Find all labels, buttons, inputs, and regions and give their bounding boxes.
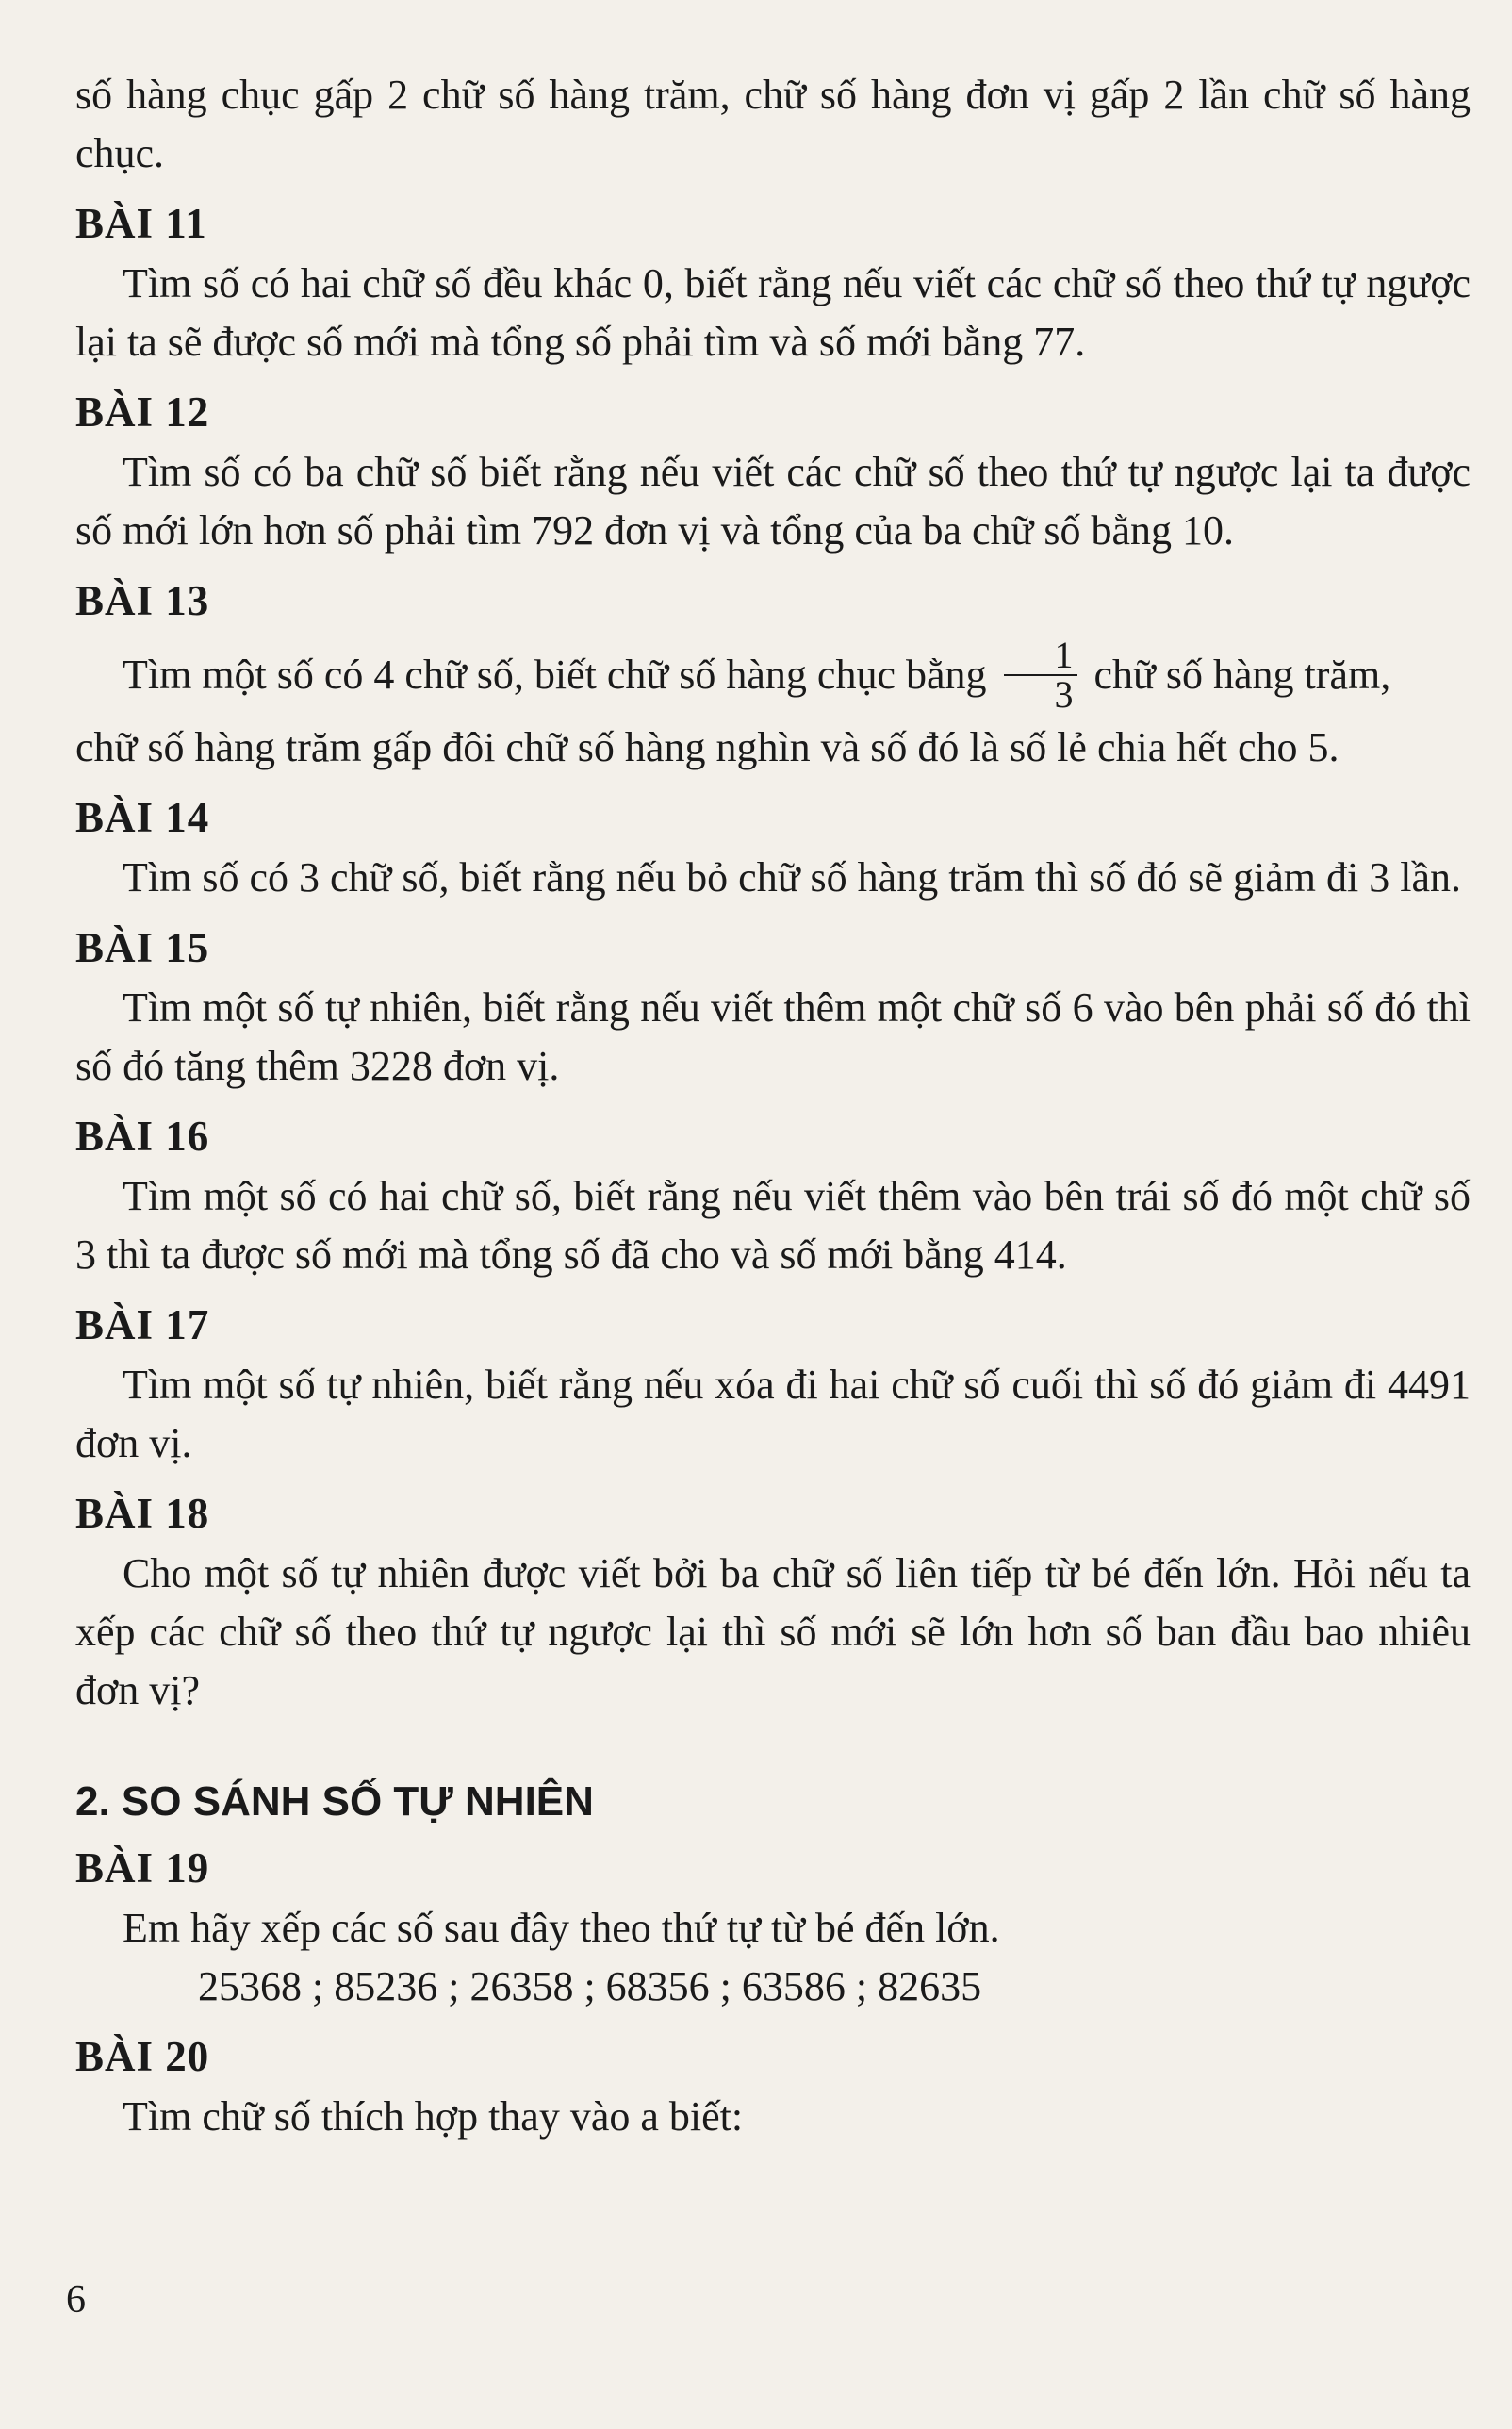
exercise-17	[75, 1296, 1471, 1473]
exercise-19	[75, 1839, 1471, 2016]
exercise-15	[75, 918, 1471, 1096]
number-list: 25368 ; 85236 ; 26358 ; 68356 ; 63586 ; 82635	[198, 1963, 982, 2009]
exercise-title: BÀI 14	[75, 794, 210, 841]
exercise-title: BÀI 12	[75, 388, 210, 436]
exercise-text: Tìm số có ba chữ số biết rằng nếu viết các chữ số theo thứ tự ngược lại ta được số mới lớn hơn số phải tìm 792 đơn vị và tổng của ba chữ số bằng 10.	[75, 449, 1471, 554]
page-content	[75, 66, 1471, 2146]
section-title: 2. SO SÁNH SỐ TỰ NHIÊN	[75, 1778, 594, 1825]
exercise-title: BÀI 17	[75, 1301, 210, 1348]
exercise-text-part1: Tìm một số có 4 chữ số, biết chữ số hàng chục bằng	[123, 652, 987, 698]
page-number: 6	[66, 2278, 86, 2322]
exercise-text: Em hãy xếp các số sau đây theo thứ tự từ bé đến lớn.	[123, 1905, 1000, 1951]
exercise-14	[75, 788, 1471, 907]
exercise-title: BÀI 11	[75, 200, 207, 247]
exercise-text: Tìm một số có hai chữ số, biết rằng nếu viết thêm vào bên trái số đó một chữ số 3 thì ta được số mới mà tổng số đã cho và số mới bằng 414.	[75, 1173, 1471, 1278]
exercise-18	[75, 1484, 1471, 1720]
fraction	[1004, 633, 1077, 716]
exercise-title: BÀI 16	[75, 1113, 210, 1160]
exercise-title: BÀI 15	[75, 924, 210, 971]
exercise-title: BÀI 18	[75, 1490, 210, 1537]
exercise-text: Tìm chữ số thích hợp thay vào a biết:	[123, 2093, 744, 2140]
exercise-text: Tìm số có hai chữ số đều khác 0, biết rằng nếu viết các chữ số theo thứ tự ngược lại ta sẽ được số mới mà tổng số phải tìm và số mới bằng 77.	[75, 260, 1471, 365]
exercise-text: Cho một số tự nhiên được viết bởi ba chữ số liên tiếp từ bé đến lớn. Hỏi nếu ta xếp các chữ số theo thứ tự ngược lại thì số mới sẽ lớn hơn số ban đầu bao nhiêu đơn vị?	[75, 1550, 1471, 1713]
exercise-text-part2: chữ số hàng trăm,	[1093, 652, 1391, 698]
exercise-title: BÀI 20	[75, 2033, 210, 2080]
exercise-title: BÀI 13	[75, 577, 210, 624]
exercise-text: Tìm một số tự nhiên, biết rằng nếu viết thêm một chữ số 6 vào bên phải số đó thì số đó tăng thêm 3228 đơn vị.	[75, 984, 1471, 1089]
fraction-denominator: 3	[1054, 672, 1074, 716]
intro-continuation: số hàng chục gấp 2 chữ số hàng trăm, chữ số hàng đơn vị gấp 2 lần chữ số hàng chục.	[75, 72, 1471, 176]
exercise-text: Tìm số có 3 chữ số, biết rằng nếu bỏ chữ số hàng trăm thì số đó sẽ giảm đi 3 lần.	[123, 854, 1462, 901]
exercise-text: Tìm một số tự nhiên, biết rằng nếu xóa đi hai chữ số cuối thì số đó giảm đi 4491 đơn vị.	[75, 1362, 1471, 1466]
exercise-text-line2: chữ số hàng trăm gấp đôi chữ số hàng nghìn và số đó là số lẻ chia hết cho 5.	[75, 724, 1339, 770]
exercise-title: BÀI 19	[75, 1844, 210, 1892]
exercise-13	[75, 571, 1471, 777]
exercise-11	[75, 194, 1471, 372]
exercise-12	[75, 383, 1471, 560]
exercise-text	[75, 632, 1471, 719]
exercise-20	[75, 2027, 1471, 2146]
fraction-numerator: 1	[1004, 636, 1077, 676]
exercise-16	[75, 1107, 1471, 1284]
